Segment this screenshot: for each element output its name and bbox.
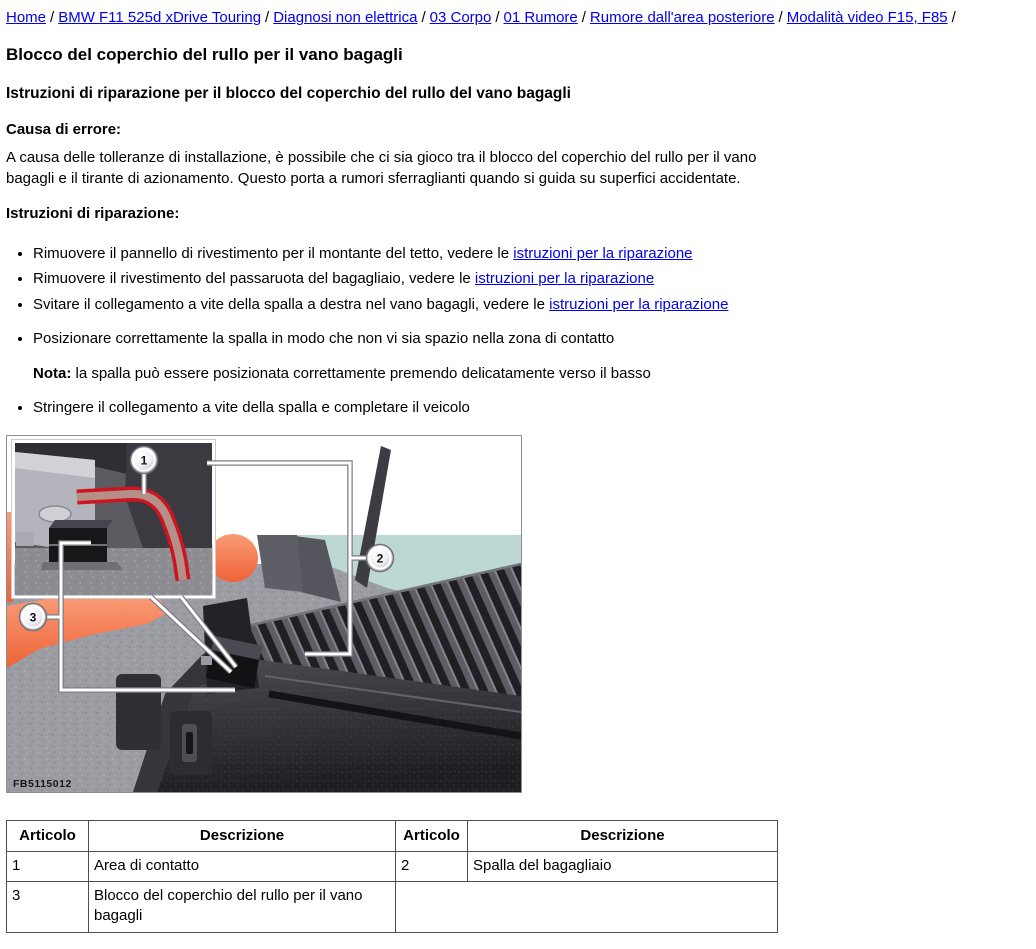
repair-step-text: Rimuovere il pannello di rivestimento per il montante del tetto, vedere le: [33, 245, 514, 263]
breadcrumb-link-noise[interactable]: 01 Rumore: [503, 9, 578, 26]
page-title: Blocco del coperchio del rullo per il vano bagagli: [6, 45, 403, 65]
table-header-row: [7, 820, 778, 851]
repair-step-text: Rimuovere il rivestimento del passaruota del bagagliaio, vedere le: [33, 270, 475, 288]
breadcrumb-separator: /: [495, 9, 500, 26]
repair-step: [33, 295, 823, 315]
item-description-cell: Spalla del bagagliaio: [468, 851, 778, 881]
repair-step: [33, 269, 823, 289]
callout-2-number: 2: [376, 551, 384, 566]
repair-steps-list: [6, 244, 823, 419]
figure-code: FB5115012: [13, 777, 72, 790]
breadcrumb: [6, 8, 1026, 28]
note-label: Nota:: [33, 365, 72, 383]
table-row: [7, 851, 778, 881]
breadcrumb-link-body[interactable]: 03 Corpo: [429, 9, 492, 26]
repair-instructions-link[interactable]: istruzioni per la riparazione: [549, 295, 729, 313]
carpet-recess: [116, 674, 161, 750]
breadcrumb-separator: /: [421, 9, 426, 26]
item-number-cell: 1: [7, 851, 89, 881]
breadcrumb-separator: /: [265, 9, 270, 26]
breadcrumb-link-video-mode[interactable]: Modalità video F15, F85: [786, 9, 948, 26]
item-empty-cell: [396, 882, 778, 933]
column-header-descrizione: Descrizione: [468, 820, 778, 851]
repair-instructions-link[interactable]: istruzioni per la riparazione: [474, 270, 655, 288]
breadcrumb-link-rear-area-noise[interactable]: Rumore dall'area posteriore: [589, 9, 775, 26]
trunk-illustration-figure: [6, 435, 522, 793]
item-number-cell: 3: [7, 882, 89, 933]
item-number-cell: 2: [396, 851, 468, 881]
callout-2: [367, 544, 394, 571]
note-text: la spalla può essere posizionata correttamente premendo delicatamente verso il basso: [71, 365, 651, 383]
breadcrumb-link-diagnosis[interactable]: Diagnosi non elettrica: [273, 9, 418, 26]
page-subtitle: Istruzioni di riparazione per il blocco del coperchio del rullo del vano bagagli: [6, 85, 571, 103]
breadcrumb-link-vehicle[interactable]: BMW F11 525d xDrive Touring: [58, 9, 262, 26]
callout-3-number: 3: [29, 610, 37, 625]
repair-step: [33, 244, 823, 264]
error-cause-text: A causa delle tolleranze di installazione, è possibile che ci sia gioco tra il blocco del coperchio del rullo per il vano bagagli e il tirante di azionamento. Questo porta a rumori sferraglianti quando si guida su superfici accidentate.: [6, 149, 757, 187]
table-row: [7, 882, 778, 933]
callout-1: [131, 446, 158, 473]
repair-step: [33, 398, 823, 418]
error-cause-heading: Causa di errore:: [6, 121, 122, 139]
repair-step-note: [33, 364, 823, 384]
breadcrumb-link-home[interactable]: Home: [6, 9, 47, 26]
repair-step-text: Posizionare correttamente la spalla in modo che non vi sia spazio nella zona di contatto: [33, 329, 615, 347]
callout-1-number: 1: [140, 453, 148, 468]
item-description-cell: Area di contatto: [89, 851, 396, 881]
parts-legend-table: [6, 820, 778, 933]
breadcrumb-separator: /: [951, 9, 956, 26]
repair-step-text: Svitare il collegamento a vite della spalla a destra nel vano bagagli, vedere le: [33, 295, 550, 313]
repair-step: [33, 329, 823, 385]
repair-instructions-heading: Istruzioni di riparazione:: [6, 204, 180, 222]
inset-detail-box: [12, 439, 216, 598]
item-description-cell: Blocco del coperchio del rullo per il vano bagagli: [89, 882, 396, 933]
breadcrumb-separator: /: [778, 9, 783, 26]
trunk-illustration-svg: [7, 436, 521, 792]
breadcrumb-separator: /: [581, 9, 586, 26]
column-header-articolo: Articolo: [7, 820, 89, 851]
repair-instructions-link[interactable]: istruzioni per la riparazione: [513, 245, 693, 263]
breadcrumb-separator: /: [50, 9, 55, 26]
column-header-articolo: Articolo: [396, 820, 468, 851]
carpet-strap-slot: [170, 711, 212, 775]
repair-step-text: Stringere il collegamento a vite della spalla e completare il veicolo: [33, 399, 470, 417]
column-header-descrizione: Descrizione: [89, 820, 396, 851]
callout-3: [20, 603, 47, 630]
